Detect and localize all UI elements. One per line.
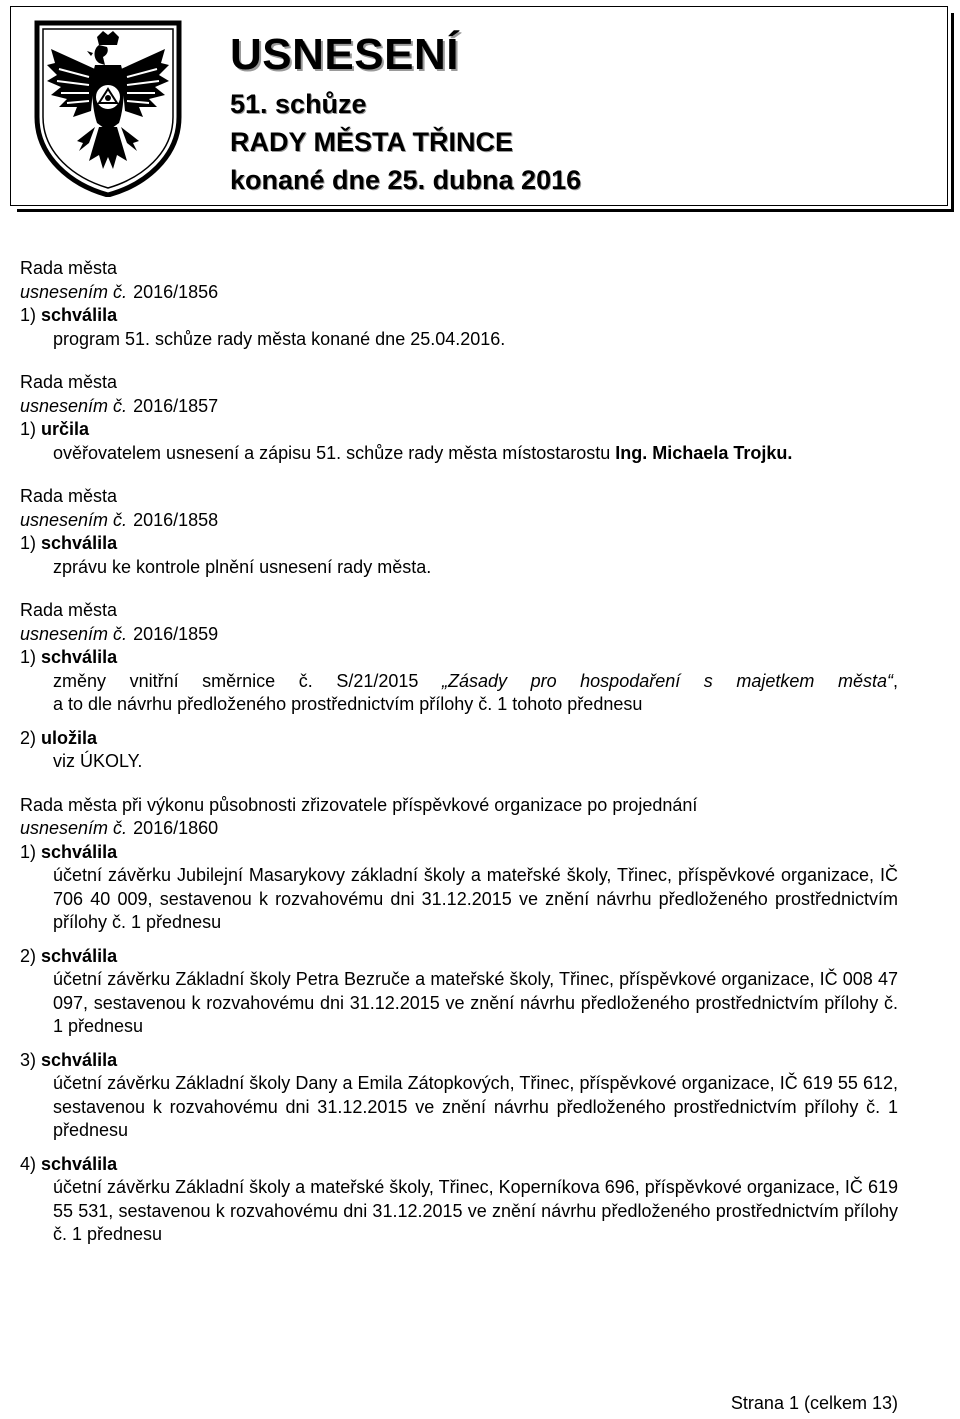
page-number: Strana 1 (celkem 13) bbox=[730, 1393, 898, 1413]
resolution-number-line bbox=[20, 281, 898, 305]
resolution-block bbox=[20, 599, 898, 774]
resolution-heading: Rada města při výkonu působnosti zřizovatele příspěvkové organizace po projednání bbox=[20, 794, 698, 815]
action-heading bbox=[20, 646, 898, 670]
document-title: USNESENÍ bbox=[230, 30, 459, 79]
action-text: účetní závěrku Jubilejní Masarykovy základní školy a mateřské školy, Třinec, příspěvkové organizace, IČ 706 40 009, sestavenou k rozvahovému dni 31.12.2015 ve znění návrhu předloženého prostřednictvím přílohy č. 1 přednesu bbox=[53, 865, 898, 932]
action-heading bbox=[20, 841, 898, 865]
action-heading bbox=[20, 727, 898, 751]
resolution-number-line bbox=[20, 509, 898, 533]
resolution-prefix: usnesením č. bbox=[20, 623, 128, 644]
resolution-number-line bbox=[20, 817, 898, 841]
action-heading bbox=[20, 304, 898, 328]
resolution-prefix: usnesením č. bbox=[20, 818, 128, 838]
document-header bbox=[10, 6, 948, 206]
resolution-number: 2016/1856 bbox=[133, 281, 219, 302]
action-verb: schválila bbox=[41, 945, 118, 966]
action-verb: schválila bbox=[41, 1153, 118, 1174]
resolution-number-line bbox=[20, 623, 898, 647]
item-marker: 1) bbox=[20, 305, 37, 325]
resolution-block bbox=[20, 485, 898, 579]
resolution-prefix: usnesením č. bbox=[20, 281, 128, 302]
body-label: Rada města bbox=[20, 372, 118, 392]
body-label: Rada města bbox=[20, 258, 118, 278]
meeting-number: 51. schůze bbox=[230, 89, 367, 119]
resolution-number: 2016/1860 bbox=[133, 818, 219, 838]
action-verb: schválila bbox=[41, 841, 118, 862]
city-coat-of-arms-icon bbox=[33, 19, 183, 197]
action-text: účetní závěrku Základní školy Petra Bezruče a mateřské školy, Třinec, příspěvkové organizace, IČ 008 47 097, sestavenou k rozvahovému dni 31.12.2015 ve znění návrhu předloženého prostřednictvím přílohy č. 1 přednesu bbox=[53, 969, 898, 1036]
action-text: účetní závěrku Základní školy a mateřské školy, Třinec, Koperníkova 696, příspěvkové organizace, IČ 619 55 531, sestavenou k rozvahovému dni 31.12.2015 ve znění návrhu předloženého prostřednictvím přílohy č. 1 přednesu bbox=[53, 1177, 898, 1244]
action-text-continued: a to dle návrhu předloženého prostřednictvím přílohy č. 1 tohoto přednesu bbox=[53, 694, 643, 714]
action-text: viz ÚKOLY. bbox=[53, 751, 143, 771]
action-heading bbox=[20, 532, 898, 556]
body-label: Rada města bbox=[20, 600, 118, 620]
resolution-prefix: usnesením č. bbox=[20, 395, 128, 416]
resolution-number-line bbox=[20, 395, 898, 419]
resolution-prefix: usnesením č. bbox=[20, 509, 128, 530]
action-text-pre: změny vnitřní směrnice č. S/21/2015 bbox=[53, 670, 419, 691]
item-marker: 2) bbox=[20, 945, 37, 966]
item-marker: 2) bbox=[20, 727, 37, 748]
action-text bbox=[20, 670, 898, 694]
resolutions-list bbox=[20, 257, 898, 1247]
action-verb: uložila bbox=[41, 727, 98, 748]
action-heading bbox=[20, 418, 898, 442]
action-heading bbox=[20, 1049, 898, 1073]
action-text-main: ověřovatelem usnesení a zápisu 51. schůze rady města místostarostu bbox=[53, 442, 611, 463]
action-text: zprávu ke kontrole plnění usnesení rady města. bbox=[53, 556, 432, 577]
resolution-number: 2016/1857 bbox=[133, 395, 219, 416]
action-verb: schválila bbox=[41, 533, 118, 553]
action-heading bbox=[20, 945, 898, 969]
title-block bbox=[230, 25, 581, 199]
item-marker: 1) bbox=[20, 647, 37, 667]
item-marker: 1) bbox=[20, 419, 37, 439]
resolution-number: 2016/1859 bbox=[133, 623, 219, 644]
council-name: RADY MĚSTA TŘINCE bbox=[230, 127, 514, 157]
person-name: Ing. Michaela Trojku. bbox=[615, 442, 793, 463]
body-label: Rada města bbox=[20, 486, 118, 506]
item-marker: 1) bbox=[20, 841, 37, 862]
resolution-block bbox=[20, 257, 898, 351]
action-text: program 51. schůze rady města konané dne 25.04.2016. bbox=[53, 328, 506, 349]
action-text-post: , bbox=[892, 670, 898, 691]
action-verb: schválila bbox=[41, 647, 118, 667]
item-marker: 3) bbox=[20, 1049, 37, 1070]
directive-title: „Zásady pro hospodaření s majetkem města“ bbox=[441, 670, 893, 691]
resolution-number: 2016/1858 bbox=[133, 509, 219, 530]
resolution-block bbox=[20, 371, 898, 465]
action-text bbox=[20, 442, 898, 466]
action-verb: určila bbox=[41, 419, 90, 439]
item-marker: 1) bbox=[20, 533, 37, 553]
action-verb: schválila bbox=[41, 305, 118, 325]
action-verb: schválila bbox=[41, 1049, 118, 1070]
item-marker: 4) bbox=[20, 1153, 37, 1174]
resolution-block bbox=[20, 794, 898, 1247]
action-text: účetní závěrku Základní školy Dany a Emila Zátopkových, Třinec, příspěvkové organizace, IČ 619 55 612, sestavenou k rozvahovému dni 31.12.2015 ve znění návrhu předloženého prostřednictvím přílohy č. 1 přednesu bbox=[53, 1073, 898, 1140]
meeting-date: konané dne 25. dubna 2016 bbox=[230, 165, 582, 195]
action-heading bbox=[20, 1153, 898, 1177]
